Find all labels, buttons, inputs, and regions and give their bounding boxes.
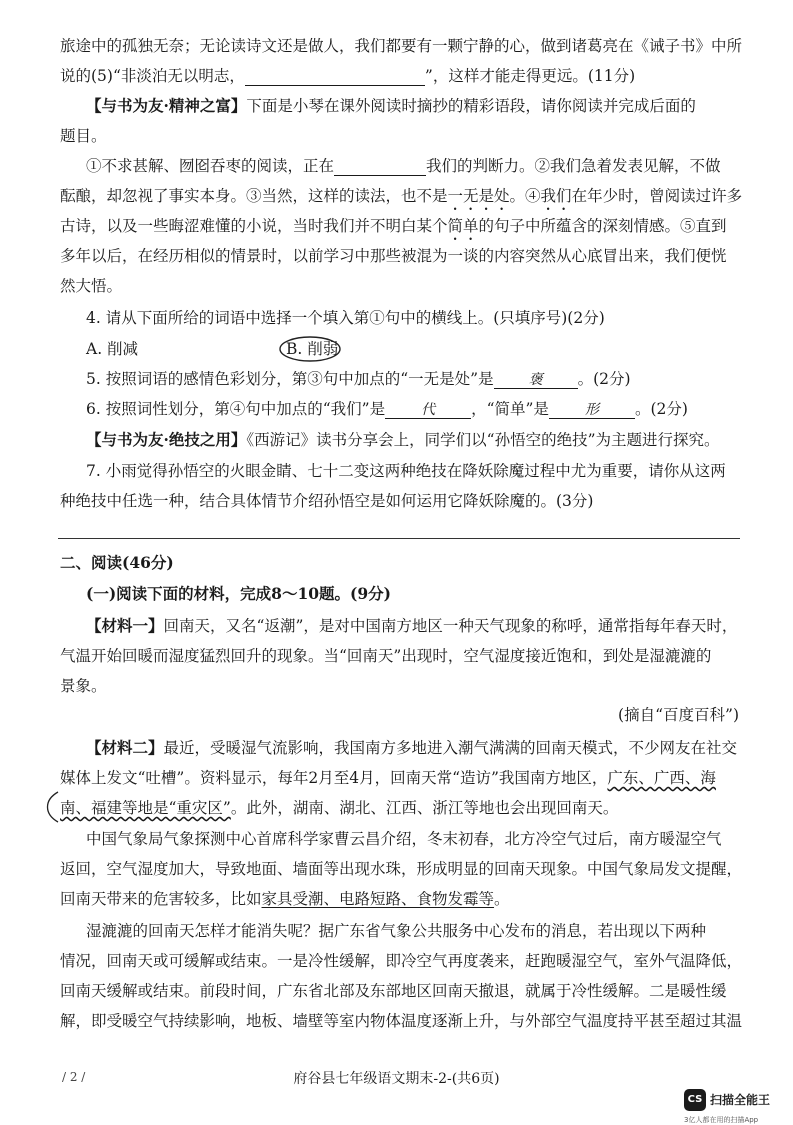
material-2-p3-line-2: 情况，回南天或可缓解或结束。一是冷性缓解，即冷空气再度袭来，赶跑暖湿空气，室外气温降低， [60, 952, 743, 970]
skill-intro: 【与书为友·绝技之用】《西游记》读书分享会上，同学们以“孙悟空的绝技”为主题进行探究。 [86, 430, 720, 449]
dotted-word-yiwushichu: 一无是处 [447, 187, 510, 205]
material-2-line-3: 南、福建等地是“重灾区”。此外，湖南、湖北、江西、浙江等地也会出现回南天。 [60, 799, 619, 817]
bracket-mark [48, 792, 59, 822]
page-footer: 府谷县七年级语文期末-2-(共6页) [293, 1071, 500, 1087]
answer-blank-excerpt[interactable] [334, 157, 426, 176]
reading-intro-line-2: 题目。 [60, 127, 107, 145]
section-tag-skill: 【与书为友·绝技之用】 [86, 430, 247, 449]
excerpt-line-1: ①不求甚解、囫囵吞枣的阅读，正在 我们的判断力。②我们急着发表见解，不做 [86, 157, 721, 175]
handwritten-wavy-underline: 广东、广西、海 [607, 769, 716, 787]
camscanner-logo-icon: CS [684, 1089, 706, 1111]
question-7-line-2: 种绝技中任选一种，结合具体情节介绍孙悟空是如何运用它降妖除魔的。(3分) [60, 492, 594, 510]
question-4: 4. 请从下面所给的词语中选择一个填入第①句中的横线上。(只填序号)(2分) [86, 309, 605, 327]
excerpt-line-2: 酝酿，却忽视了事实本身。③当然，这样的读法，也不是一无是处。④我们在年少时，曾阅读过许多 [60, 187, 743, 205]
reading-intro-line-1: 【与书为友·精神之富】下面是小琴在课外阅读时摘抄的精彩语段，请你阅读并完成后面的 [86, 96, 696, 115]
material-2-p3-line-3: 回南天缓解或结束。前段时间，广东省北部及东部地区回南天撤退，就属于冷性缓解。二是暖性缓 [60, 982, 727, 1000]
option-a[interactable]: A. 削减 [86, 340, 139, 358]
continuation-line-1: 旅途中的孤独无奈；无论读诗文还是做人，我们都要有一颗宁静的心，做到诸葛亮在《诫子书》中所 [60, 37, 743, 55]
excerpt-line-4: 多年以后，在经历相似的情景时，以前学习中那些被混为一谈的内容突然从心底冒出来，我们便恍 [60, 247, 727, 265]
section-tag-spirit: 【与书为友·精神之富】 [86, 96, 247, 115]
question-6: 6. 按照词性划分，第④句中加点的“我们”是 代 ，“简单”是 形 。(2分) [86, 400, 688, 418]
material-2-p3-line-4: 解，即受暖空气持续影响，地板、墙壁等室内物体温度逐渐上升，与外部空气温度持平甚至超过其温 [60, 1012, 743, 1030]
watermark-tagline: 3亿人都在用的扫描App [684, 1116, 759, 1124]
material-1-line-3: 景象。 [60, 677, 107, 695]
material-2-p3-line-1: 湿漉漉的回南天怎样才能消失呢？据广东省气象公共服务中心发布的消息，若出现以下两种 [86, 922, 707, 940]
material-2-p2-line-2: 返回，空气湿度加大，导致地面、墙面等出现水珠，形成明显的回南天现象。中国气象局发文提醒， [60, 860, 743, 878]
watermark-name: 扫描全能王 [710, 1093, 771, 1107]
section-2-sub: (一)阅读下面的材料，完成8～10题。(9分) [86, 584, 391, 603]
material-1-line-1: 【材料一】回南天，又名“返潮”，是对中国南方地区一种天气现象的称呼，通常指每年春天时， [86, 616, 738, 635]
excerpt-line-3: 古诗，以及一些晦涩难懂的小说，当时我们并不明白某个简单的句子中所蕴含的深刻情感。⑤直到 [60, 217, 727, 235]
dotted-word-women: 我们 [540, 187, 572, 205]
question-7-line-1: 7. 小雨觉得孙悟空的火眼金睛、七十二变这两种绝技在降妖除魔过程中尤为重要，请你从这两 [86, 462, 726, 480]
question-5: 5. 按照词语的感情色彩划分，第③句中加点的“一无是处”是 褒 。(2分) [86, 370, 631, 388]
handwritten-underline: 家具受潮、电路短路、食物发霉等 [261, 890, 495, 908]
answer-blank-q6-jiandan[interactable]: 形 [549, 400, 635, 419]
material-1-line-2: 气温开始回暖而湿度猛烈回升的现象。当“回南天”出现时，空气湿度接近饱和，到处是湿漉漉的 [60, 647, 712, 665]
material-2-p2-line-1: 中国气象局气象探测中心首席科学家曹云昌介绍，冬末初春，北方冷空气过后，南方暖湿空气 [86, 830, 722, 848]
material-1-tag: 【材料一】 [86, 616, 164, 635]
answer-blank-q6-women[interactable]: 代 [385, 400, 471, 419]
material-2-tag: 【材料二】 [86, 738, 164, 757]
material-2-line-1: 【材料二】最近，受暖湿气流影响，我国南方多地进入潮气满满的回南天模式，不少网友在社交 [86, 738, 738, 757]
answer-blank-5[interactable] [245, 67, 425, 86]
material-1-source: (摘自“百度百科”) [618, 706, 739, 724]
excerpt-line-5: 然大悟。 [60, 277, 123, 295]
material-2-p2-line-3: 回南天带来的危害较多，比如家具受潮、电路短路、食物发霉等。 [60, 890, 510, 908]
answer-blank-q5[interactable]: 褒 [494, 370, 578, 389]
continuation-line-2: 说的(5)“非淡泊无以明志， ”，这样才能走得更远。(11分) [60, 67, 636, 85]
option-b[interactable]: B. 削弱 [286, 340, 339, 358]
handwritten-wavy-underline-2: 南、福建等地是“重灾区” [60, 799, 231, 817]
section-2-title: 二、阅读(46分) [60, 553, 174, 572]
material-2-line-2: 媒体上发文“吐槽”。资料显示，每年2月至4月，回南天常“造访”我国南方地区，广东、广西、海 [60, 769, 716, 787]
answer-line-q7[interactable] [58, 538, 740, 539]
dotted-word-jiandan: 简单 [447, 217, 479, 235]
page-corner-mark: / 2 / [62, 1070, 86, 1084]
